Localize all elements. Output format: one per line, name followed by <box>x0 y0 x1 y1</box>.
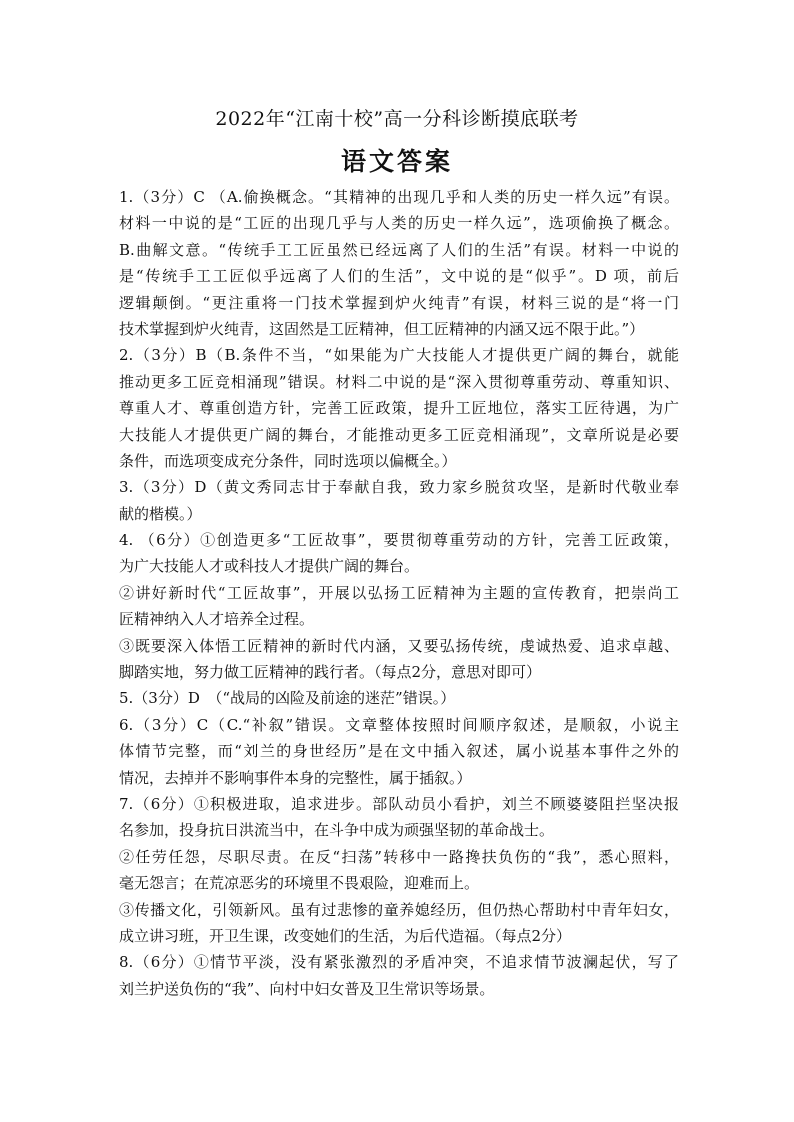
answer-text-line: 刘兰护送负伤的“我”、向村中妇女普及卫生常识等场景。 <box>119 979 495 998</box>
answer-text-line: 8.（6分）①情节平淡，没有紧张激烈的矛盾冲突，不追求情节波澜起伏，写了 <box>119 953 679 972</box>
answer-text-line: 为广大技能人才或科技人才提供广阔的舞台。 <box>119 557 420 576</box>
answer-text-line: ②讲好新时代“工匠故事”，开展以弘扬工匠精神为主题的宣传教育，把崇尚工 <box>119 583 679 602</box>
answer-text-line: ③传播文化，引领新风。虽有过悲惨的童养媳经历，但仍热心帮助村中青年妇女， <box>119 900 679 919</box>
answer-body <box>119 184 679 1002</box>
answer-text-line: 6.（3分）C（C.“补叙”错误。文章整体按照时间顺序叙述，是顺叙，小说主 <box>119 715 679 734</box>
answer-text-line: ②任劳任怨，尽职尽责。在反“扫荡”转移中一路搀扶负伤的“我”，悉心照料， <box>119 847 679 866</box>
answer-text-line: 匠精神纳入人才培养全过程。 <box>119 610 315 629</box>
answer-text-line: 体情节完整，而“刘兰的身世经历”是在文中插入叙述，属小说基本事件之外的 <box>119 742 679 761</box>
answer-text-line: 献的楷模。） <box>119 504 202 523</box>
answer-text-line: 7.（6分）①积极进取，追求进步。部队动员小看护，刘兰不顾婆婆阻拦坚决报 <box>119 794 679 813</box>
answer-text-line: 脚踏实地，努力做工匠精神的践行者。（每点2分，意思对即可） <box>119 663 542 682</box>
answer-text-line: 2.（3分）B（B.条件不当，“如果能为广大技能人才提供更广阔的舞台，就能 <box>119 346 679 365</box>
answer-text-line: B.曲解文意。“传统手工工匠虽然已经远离了人们的生活”有误。材料一中说的 <box>119 240 679 259</box>
document-subtitle: 语文答案 <box>340 147 453 176</box>
answer-text-line: 毫无怨言；在荒凉恶劣的环境里不畏艰险，迎难而上。 <box>119 874 480 893</box>
answer-text-line: ③既要深入体悟工匠精神的新时代内涵，又要弘扬传统，虔诚热爱、追求卓越、 <box>119 636 679 655</box>
answer-text-line: 情况，去掉并不影响事件本身的完整性，属于插叙。） <box>119 768 472 787</box>
answer-text-line: 5.（3分）D （“战局的凶险及前途的迷茫”错误。） <box>119 689 456 708</box>
answer-text-line: 名参加，投身抗日洪流当中，在斗争中成为顽强坚韧的革命战士。 <box>119 821 555 840</box>
answer-text-line: 3.（3分）D（黄文秀同志甘于奉献自我，致力家乡脱贫攻坚，是新时代敬业奉 <box>119 478 679 497</box>
answer-text-line: 成立讲习班，开卫生课，改变她们的生活，为后代造福。（每点2分） <box>119 926 572 945</box>
answer-text-line: 是“传统手工工匠似乎远离了人们的生活”，文中说的是“似乎”。D 项，前后 <box>119 267 679 286</box>
answer-text-line: 技术掌握到炉火纯青，这固然是工匠精神，但工匠精神的内涵又远不限于此。”） <box>119 319 645 338</box>
exam-title: 2022年“江南十校”高一分科诊断摸底联考 <box>215 108 579 130</box>
answer-text-line: 逻辑颠倒。“更注重将一门技术掌握到炉火纯青”有误，材料三说的是“将一门 <box>119 293 679 312</box>
answer-text-line: 1.（3分）C （A.偷换概念。“其精神的出现几乎和人类的历史一样久远”有误。 <box>119 188 679 206</box>
answer-text-line: 材料一中说的是“工匠的出现几乎与人类的历史一样久远”，选项偷换了概念。 <box>119 214 679 233</box>
answer-text-line: 尊重人才、尊重创造方针，完善工匠政策，提升工匠地位，落实工匠待遇，为广 <box>119 399 679 418</box>
answer-text-line: 推动更多工匠竞相涌现”错误。材料二中说的是“深入贯彻尊重劳动、尊重知识、 <box>119 372 679 391</box>
answer-text-line: 4. （6分）①创造更多“工匠故事”，要贯彻尊重劳动的方针，完善工匠政策， <box>119 531 679 550</box>
answer-text-line: 条件，而选项变成充分条件，同时选项以偏概全。） <box>119 451 457 470</box>
answer-text-line: 大技能人才提供更广阔的舞台，才能推动更多工匠竞相涌现”，文章所说是必要 <box>119 425 679 444</box>
